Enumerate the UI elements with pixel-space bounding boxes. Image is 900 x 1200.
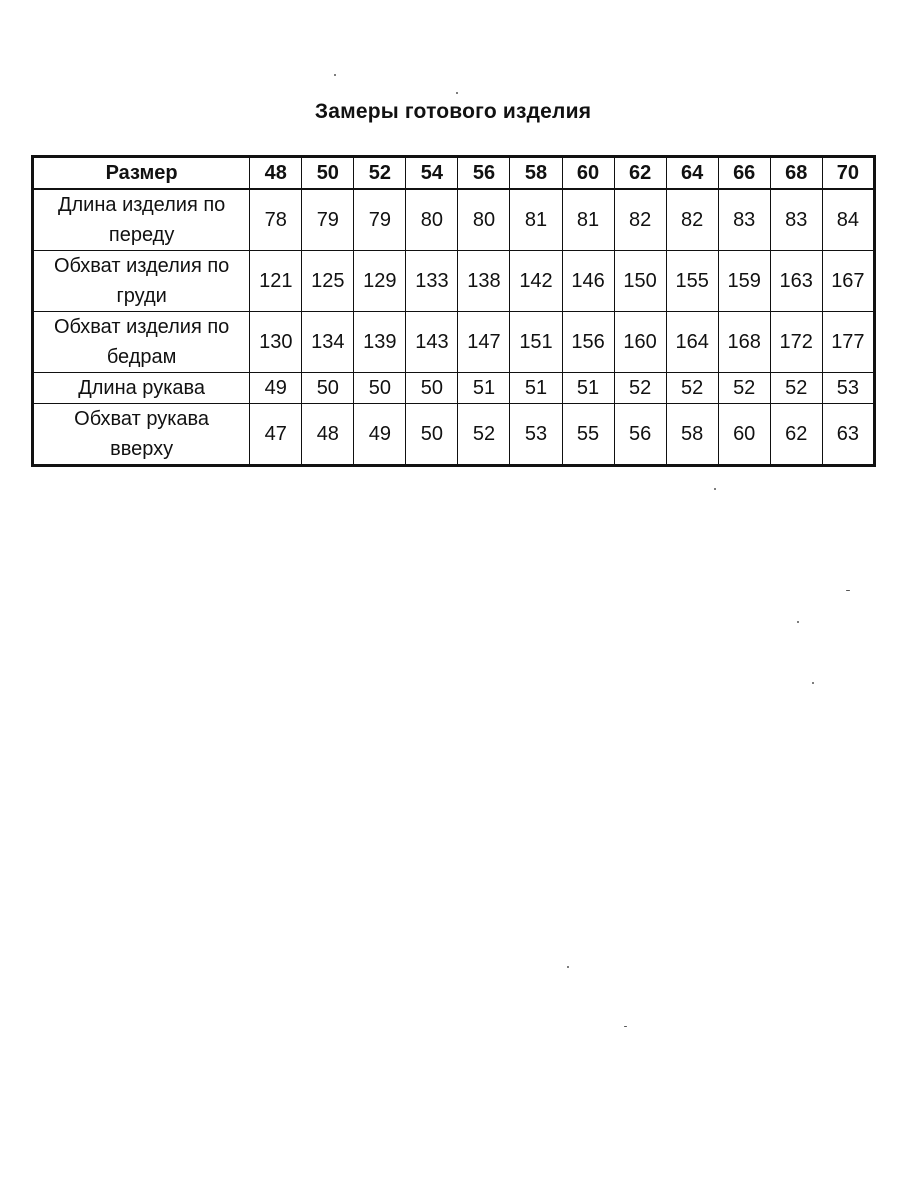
value-cell: 51 — [458, 373, 510, 404]
value-cell: 168 — [718, 312, 770, 373]
page-title: Замеры готового изделия — [314, 100, 592, 123]
value-cell: 52 — [666, 373, 718, 404]
value-cell: 134 — [302, 312, 354, 373]
value-cell: 167 — [822, 251, 874, 312]
row-label-cell — [33, 404, 250, 466]
value-cell: 50 — [406, 373, 458, 404]
value-cell: 138 — [458, 251, 510, 312]
row-label-line: переду — [108, 224, 175, 246]
value-cell: 48 — [302, 404, 354, 466]
table-row — [33, 251, 875, 312]
scan-speck — [334, 74, 336, 76]
value-cell: 80 — [458, 189, 510, 251]
value-cell: 172 — [770, 312, 822, 373]
row-label-cell — [33, 251, 250, 312]
value-cell: 52 — [770, 373, 822, 404]
value-cell: 139 — [354, 312, 406, 373]
value-cell: 55 — [562, 404, 614, 466]
value-cell: 52 — [718, 373, 770, 404]
value-cell: 159 — [718, 251, 770, 312]
value-cell: 160 — [614, 312, 666, 373]
value-cell: 81 — [510, 189, 562, 251]
row-label-cell — [33, 189, 250, 251]
size-header-cell: 64 — [666, 157, 718, 190]
value-cell: 52 — [458, 404, 510, 466]
scan-speck — [797, 621, 799, 623]
scan-speck — [624, 1026, 627, 1027]
value-cell: 79 — [354, 189, 406, 251]
table-row — [33, 404, 875, 466]
row-label-line: Обхват изделия по — [53, 316, 230, 338]
value-cell: 84 — [822, 189, 874, 251]
size-header-cell: 56 — [458, 157, 510, 190]
value-cell: 177 — [822, 312, 874, 373]
row-label-line: Обхват рукава — [74, 408, 210, 430]
value-cell: 143 — [406, 312, 458, 373]
row-label-line: бедрам — [106, 346, 177, 368]
row-label-line: груди — [116, 285, 167, 307]
value-cell: 51 — [510, 373, 562, 404]
row-label-line: Длина рукава — [78, 377, 206, 399]
value-cell: 129 — [354, 251, 406, 312]
row-label-cell — [33, 312, 250, 373]
scan-speck — [846, 590, 850, 591]
value-cell: 83 — [718, 189, 770, 251]
scan-speck — [567, 966, 569, 968]
value-cell: 150 — [614, 251, 666, 312]
value-cell: 155 — [666, 251, 718, 312]
value-cell: 133 — [406, 251, 458, 312]
table-row — [33, 312, 875, 373]
value-cell: 49 — [250, 373, 302, 404]
value-cell: 53 — [510, 404, 562, 466]
value-cell: 78 — [250, 189, 302, 251]
scan-speck — [714, 488, 716, 490]
size-header-cell: 66 — [718, 157, 770, 190]
size-header-cell: 60 — [562, 157, 614, 190]
header-label-cell: Размер — [33, 157, 250, 190]
table-row — [33, 373, 875, 404]
value-cell: 60 — [718, 404, 770, 466]
size-header-cell: 48 — [250, 157, 302, 190]
size-header-cell: 52 — [354, 157, 406, 190]
value-cell: 164 — [666, 312, 718, 373]
value-cell: 125 — [302, 251, 354, 312]
size-header-cell: 58 — [510, 157, 562, 190]
value-cell: 151 — [510, 312, 562, 373]
value-cell: 81 — [562, 189, 614, 251]
size-header-cell: 54 — [406, 157, 458, 190]
value-cell: 58 — [666, 404, 718, 466]
value-cell: 82 — [666, 189, 718, 251]
value-cell: 156 — [562, 312, 614, 373]
size-header-cell: 68 — [770, 157, 822, 190]
value-cell: 163 — [770, 251, 822, 312]
row-label-line: Обхват изделия по — [53, 255, 230, 277]
table-header-row — [33, 157, 875, 190]
table-row — [33, 189, 875, 251]
size-header-cell: 62 — [614, 157, 666, 190]
value-cell: 130 — [250, 312, 302, 373]
value-cell: 56 — [614, 404, 666, 466]
value-cell: 147 — [458, 312, 510, 373]
value-cell: 50 — [354, 373, 406, 404]
scan-speck — [812, 682, 814, 684]
value-cell: 82 — [614, 189, 666, 251]
value-cell: 52 — [614, 373, 666, 404]
value-cell: 62 — [770, 404, 822, 466]
value-cell: 51 — [562, 373, 614, 404]
value-cell: 80 — [406, 189, 458, 251]
value-cell: 121 — [250, 251, 302, 312]
size-header-cell: 50 — [302, 157, 354, 190]
value-cell: 83 — [770, 189, 822, 251]
value-cell: 63 — [822, 404, 874, 466]
value-cell: 146 — [562, 251, 614, 312]
scan-speck — [456, 92, 458, 94]
value-cell: 49 — [354, 404, 406, 466]
row-label-cell — [33, 373, 250, 404]
row-label-line: вверху — [110, 438, 174, 460]
value-cell: 142 — [510, 251, 562, 312]
size-chart-table — [31, 155, 876, 467]
value-cell: 53 — [822, 373, 874, 404]
row-label-line: Длина изделия по — [57, 194, 226, 216]
value-cell: 50 — [302, 373, 354, 404]
value-cell: 79 — [302, 189, 354, 251]
value-cell: 50 — [406, 404, 458, 466]
size-header-cell: 70 — [822, 157, 874, 190]
value-cell: 47 — [250, 404, 302, 466]
